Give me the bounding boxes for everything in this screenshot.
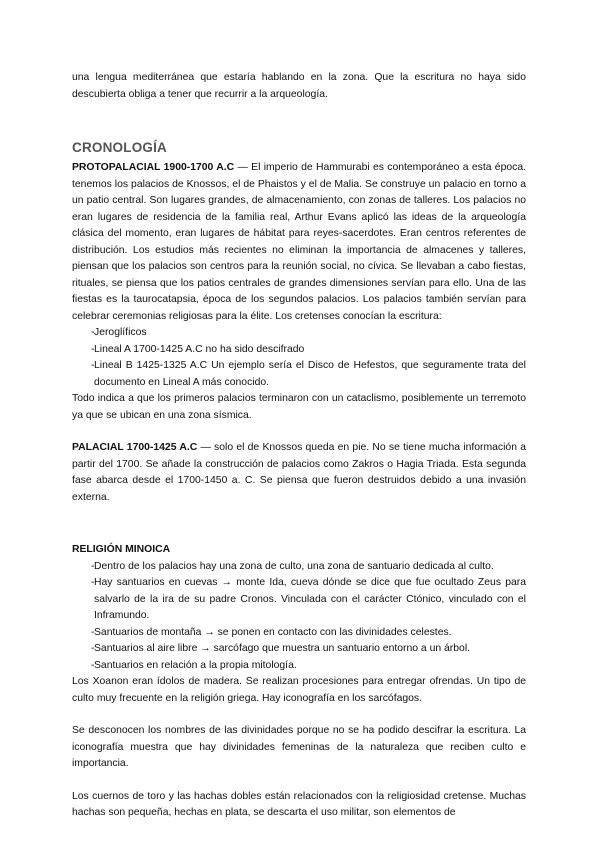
protopalacial-paragraph xyxy=(72,160,526,325)
list-item: - Santuarios al aire libre → sarcófago que muestra un santuario entorno a un árbol. xyxy=(72,641,526,658)
xoanon-paragraph: Los Xoanon eran ídolos de madera. Se realizan procesiones para entregar ofrendas. Un tipo de culto muy frecuente en la religión griega. Hay iconografía en los sarcófagos. xyxy=(72,676,526,704)
sanctuaries-list xyxy=(72,559,526,675)
section-title-religion: RELIGIÓN MINOICA xyxy=(72,544,171,555)
list-item: - Hay santuarios en cuevas → monte Ida, cueva dónde se dice que fue ocultado Zeus para salvarlo de la ira de su padre Cronos. Vinculada con el carácter Ctónico, vinculado con el Inframundo. xyxy=(72,575,526,625)
list-item: - Santuarios de montaña → se ponen en contacto con las divinidades celestes. xyxy=(72,625,526,642)
divinidades-paragraph: Se desconocen los nombres de las divinidades porque no se ha podido descifrar la escritura. La iconografía muestra que hay divinidades femeninas de la naturaleza que reciben culto e importancia. xyxy=(72,725,526,769)
list-item: - Lineal B 1425-1325 A.C Un ejemplo sería el Disco de Hefestos, que seguramente trata del documento en Lineal A más conocido. xyxy=(72,358,526,391)
palacial-text: — solo el de Knossos queda en pie. No se tiene mucha información a partir del 1700. Se añade la construcción de palacios como Zakros o Hagia Triada. Esta segunda fase abarca desde el 1700-1450 a. C. Se piensa que fueron destruidos debido a una invasión externa. xyxy=(72,442,526,503)
page-content xyxy=(72,70,526,822)
palacial-paragraph xyxy=(72,440,526,506)
list-item: - Santuarios en relación a la propia mitología. xyxy=(72,658,526,675)
intro-paragraph: una lengua mediterránea que estaría hablando en la zona. Que la escritura no haya sido descubierta obliga a tener que recurrir a la arqueología. xyxy=(72,72,526,100)
list-item: - Dentro de los palacios hay una zona de culto, una zona de santuario dedicada al culto. xyxy=(72,559,526,576)
list-item: - Lineal A 1700-1425 A.C no ha sido descifrado xyxy=(72,342,526,359)
section-title-cronologia: CRONOLOGÍA xyxy=(72,140,167,155)
protopalacial-text: — El imperio de Hammurabi es contemporáneo a esta época. tenemos los palacios de Knossos, el de Phaistos y el de Malia. Se construye un palacio en torno a un patio central. Son lugares grandes, de almacenamiento, con zonas de talleres. Los palacios no eran lugares de residencia de la familia real, Arthur Evans aplicó las ideas de la arqueología clásica del momento, eran lugares de hábitat para reyes-sacerdotes. Eran centros referentes de distribución. Los estudios más recientes no eliminan la importancia de almacenes y talleres, piensan que los palacios son centros para la reunión social, no cívica. Se llevaban a cabo fiestas, rituales, se piensa que los patios centrales de grandes dimensiones servían para ello. Una de las fiestas es la taurocatapsia, época de los segundos palacios. Los palacios también servían para celebrar ceremonias religiosas para la élite. Los cretenses conocían la escritura: xyxy=(72,162,526,322)
writing-systems-list xyxy=(72,325,526,391)
cuernos-paragraph: Los cuernos de toro y las hachas dobles están relacionados con la religiosidad cretense. Muchas hachas son pequeña, hechas en plata, se descarta el uso militar, son elementos de xyxy=(72,790,526,818)
protopalacial-closing: Todo indica a que los primeros palacios terminaron con un cataclismo, posiblemente un terremoto ya que se ubican en una zona sísmica. xyxy=(72,393,526,421)
palacial-heading: PALACIAL 1700-1425 A.C xyxy=(72,442,198,453)
protopalacial-heading: PROTOPALACIAL 1900-1700 A.C xyxy=(72,162,235,173)
list-item: - Jeroglíficos xyxy=(72,325,526,342)
